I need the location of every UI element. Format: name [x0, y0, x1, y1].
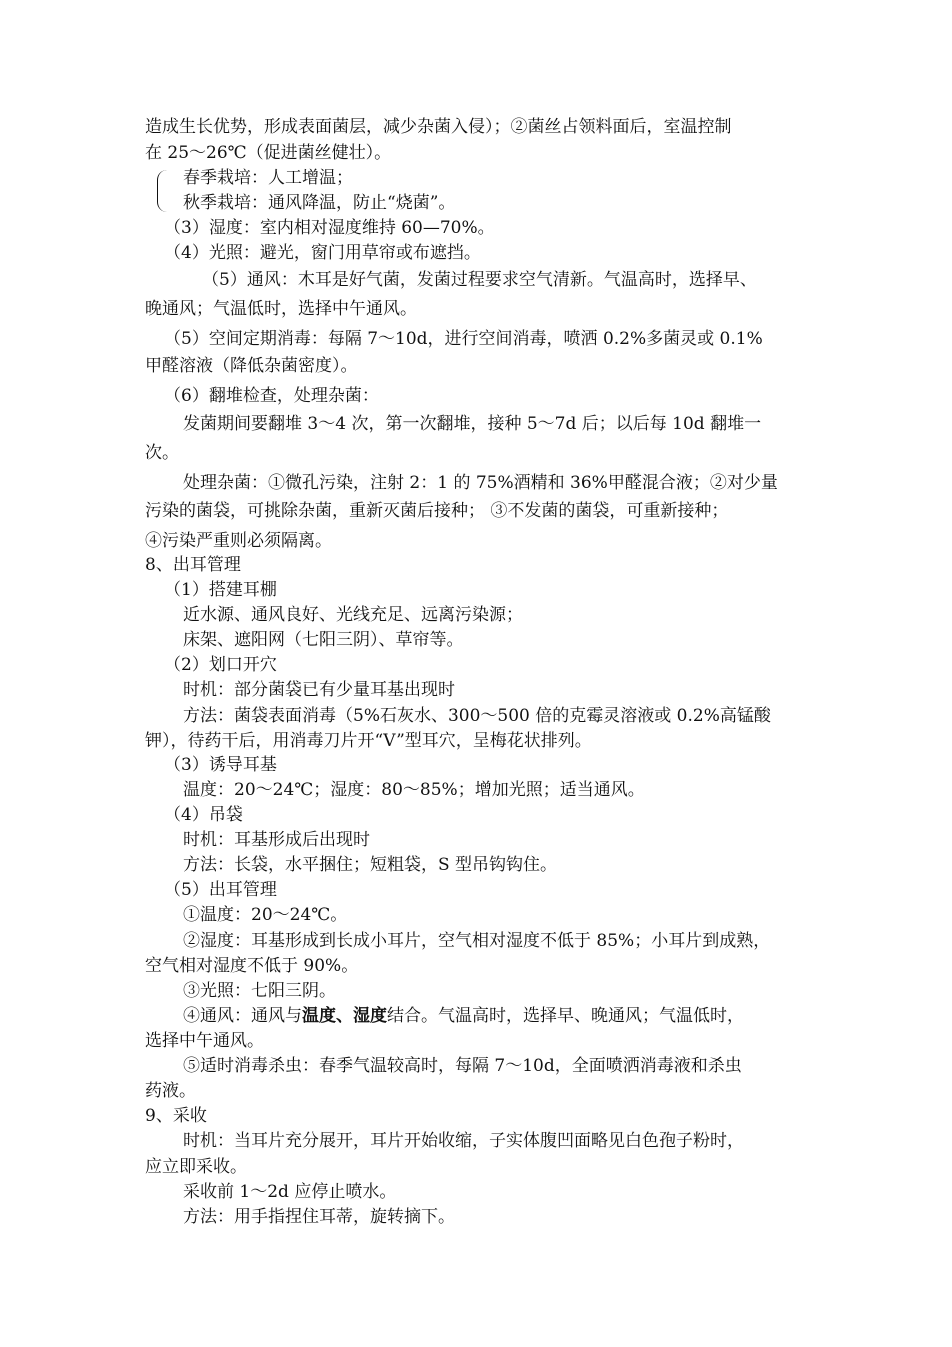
subsection-heading: （2）划口开穴: [164, 655, 277, 675]
text-line: （6）翻堆检查，处理杂菌：: [164, 386, 379, 406]
text-line: 方法：用手指捏住耳蒂，旋转摘下。: [183, 1207, 455, 1227]
text-line: 时机：部分菌袋已有少量耳基出现时: [183, 680, 455, 700]
text-line: 污染的菌袋，可挑除杂菌，重新灭菌后接种； ③不发菌的菌袋，可重新接种；: [145, 501, 729, 521]
subsection-heading: （4）吊袋: [164, 805, 243, 825]
text-line: 次。: [145, 443, 179, 463]
text-line: 近水源、通风良好、光线充足、远离污染源；: [183, 605, 523, 625]
text-run: ④通风：通风与: [183, 1006, 302, 1026]
brace-symbol: [157, 170, 168, 212]
text-line: ④污染严重则必须隔离。: [145, 531, 332, 551]
text-line: 晚通风；气温低时，选择中午通风。: [145, 299, 417, 319]
text-line: 药液。: [145, 1081, 196, 1101]
text-line: 选择中午通风。: [145, 1031, 264, 1051]
text-line: （5）通风：木耳是好气菌，发菌过程要求空气清新。气温高时，选择早、: [202, 270, 757, 290]
text-line: 应立即采收。: [145, 1157, 247, 1177]
text-line: （5）空间定期消毒：每隔 7～10d，进行空间消毒，喷洒 0.2%多菌灵或 0.1%: [164, 329, 763, 349]
text-line: 钾），待药干后，用消毒刀片开“V”型耳穴，呈梅花状排列。: [145, 731, 592, 751]
section-heading: 9、采收: [145, 1106, 207, 1126]
text-line: 温度：20～24℃；湿度：80～85%；增加光照；适当通风。: [183, 780, 645, 800]
text-line: （4）光照：避光，窗门用草帘或布遮挡。: [164, 243, 481, 263]
text-line: 方法：菌袋表面消毒（5%石灰水、300～500 倍的克霉灵溶液或 0.2%高锰酸: [183, 706, 771, 726]
section-heading: 8、出耳管理: [145, 555, 241, 575]
text-line: 在 25～26℃（促进菌丝健壮）。: [145, 143, 392, 163]
text-line: 空气相对湿度不低于 90%。: [145, 956, 359, 976]
text-line: （3）湿度：室内相对湿度维持 60—70%。: [164, 218, 495, 238]
text-line: 发菌期间要翻堆 3～4 次，第一次翻堆，接种 5～7d 后；以后每 10d 翻堆一: [183, 414, 762, 434]
text-line: ⑤适时消毒杀虫：春季气温较高时，每隔 7～10d，全面喷洒消毒液和杀虫: [183, 1056, 742, 1076]
text-line: ①温度：20～24℃。: [183, 905, 348, 925]
text-line: 造成生长优势，形成表面菌层，减少杂菌入侵）；②菌丝占领料面后，室温控制: [145, 117, 732, 137]
subsection-heading: （3）诱导耳基: [164, 755, 277, 775]
text-line: 时机：耳基形成后出现时: [183, 830, 370, 850]
text-line: 方法：长袋，水平捆住；短粗袋，S 型吊钩钩住。: [183, 855, 558, 875]
text-line: 处理杂菌：①微孔污染，注射 2：1 的 75%酒精和 36%甲醛混合液；②对少量: [183, 473, 778, 493]
text-line: 甲醛溶液（降低杂菌密度）。: [145, 356, 358, 376]
text-line: 采收前 1～2d 应停止喷水。: [183, 1182, 397, 1202]
text-line: [183, 1004, 744, 1029]
text-line: 秋季栽培：通风降温，防止“烧菌”。: [183, 193, 456, 213]
text-run: 结合。气温高时，选择早、晚通风；气温低时，: [387, 1006, 744, 1026]
bold-text: 温度、湿度: [302, 1006, 387, 1026]
subsection-heading: （5）出耳管理: [164, 880, 277, 900]
text-line: 时机：当耳片充分展开，耳片开始收缩，子实体腹凹面略见白色孢子粉时，: [183, 1131, 744, 1151]
subsection-heading: （1）搭建耳棚: [164, 580, 277, 600]
text-line: 春季栽培：人工增温；: [183, 168, 353, 188]
text-line: ②湿度：耳基形成到长成小耳片，空气相对湿度不低于 85%；小耳片到成熟，: [183, 931, 771, 951]
text-line: 床架、遮阳网（七阳三阴）、草帘等。: [183, 630, 464, 650]
text-line: ③光照：七阳三阴。: [183, 981, 336, 1001]
